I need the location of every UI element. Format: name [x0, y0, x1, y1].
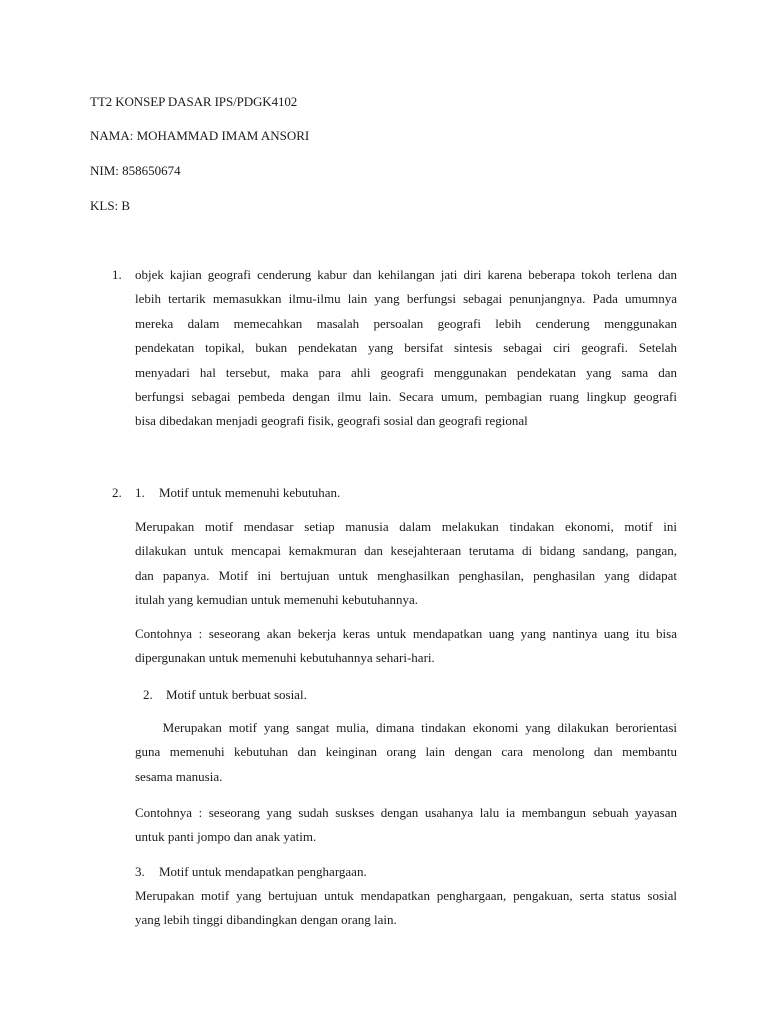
question-1-answer — [135, 263, 677, 434]
answer-line: bisa dibedakan menjadi geografi fisik, geografi sosial dan geografi regional — [135, 413, 528, 429]
motif-1-example — [135, 622, 677, 671]
answer-line: lebih tertarik memasukkan ilmu-ilmu lain yang berfungsi sebagai penunjangnya. Pada umumnya — [135, 291, 677, 307]
motif-2-title: Motif untuk berbuat sosial. — [166, 687, 307, 702]
answer-line: mereka dalam memecahkan masalah persoalan geografi lebih cenderung menggunakan — [135, 315, 677, 331]
answer-line: berfungsi sebagai pembeda dengan ilmu lain. Secara umum, pembagian ruang lingkup geografi — [135, 388, 677, 404]
motif-1-number: 1. — [135, 485, 145, 500]
motif-1-description — [135, 515, 677, 613]
answer-line: menyadari hal tersebut, maka para ahli geografi menggunakan pendekatan yang sama dan — [135, 364, 677, 380]
desc-line: dan papanya. Motif ini bertujuan untuk menghasilkan penghasilan, penghasilan yang didapat — [135, 567, 677, 583]
motif-2-example — [135, 801, 677, 850]
desc-line: dilakukan untuk mencapai kemakmuran dan kesejahteraan terutama di bidang sandang, pangan, — [135, 543, 677, 559]
desc-line: yang lebih tinggi dibandingkan dengan orang lain. — [135, 912, 397, 928]
example-line: dipergunakan untuk memenuhi kebutuhannya sehari-hari. — [135, 650, 435, 666]
student-name: NAMA: MOHAMMAD IMAM ANSORI — [90, 128, 310, 143]
example-line: untuk panti jompo dan anak yatim. — [135, 829, 317, 845]
desc-line: guna memenuhi kebutuhan dan keinginan orang lain dengan cara menolong dan membantu — [135, 744, 677, 760]
student-nim: NIM: 858650674 — [90, 163, 181, 178]
desc-line: Merupakan motif yang sangat mulia, dimana tindakan ekonomi yang dilakukan berorientasi — [135, 720, 677, 735]
question-2-number: 2. — [112, 485, 122, 500]
question-1-number: 1. — [112, 267, 122, 282]
desc-line: sesama manusia. — [135, 768, 223, 784]
motif-1-title: Motif untuk memenuhi kebutuhan. — [159, 485, 341, 500]
document-title: TT2 KONSEP DASAR IPS/PDGK4102 — [90, 94, 298, 109]
example-line: Contohnya : seseorang akan bekerja keras untuk mendapatkan uang yang nantinya uang itu bisa — [135, 626, 677, 641]
answer-line: objek kajian geografi cenderung kabur dan kehilangan jati diri karena beberapa tokoh terlena dan — [135, 267, 677, 282]
example-line: Contohnya : seseorang yang sudah suskses dengan usahanya lalu ia membangun sebuah yayasan — [135, 805, 677, 820]
student-class: KLS: B — [90, 198, 131, 213]
desc-line: Merupakan motif mendasar setiap manusia dalam melakukan tindakan ekonomi, motif ini — [135, 519, 677, 534]
desc-line: Merupakan motif yang bertujuan untuk mendapatkan penghargaan, pengakuan, serta status sosial — [135, 888, 677, 903]
motif-2-description — [135, 716, 677, 789]
motif-3-description — [135, 884, 677, 933]
motif-3-number: 3. — [135, 864, 145, 879]
motif-3-title: Motif untuk mendapatkan penghargaan. — [159, 864, 367, 879]
desc-line: itulah yang kemudian untuk memenuhi kebutuhannya. — [135, 592, 419, 608]
motif-2-number: 2. — [143, 687, 153, 702]
answer-line: pendekatan topikal, bukan pendekatan yang bersifat sintesis sebagai ciri geografi. Setelah — [135, 340, 677, 356]
